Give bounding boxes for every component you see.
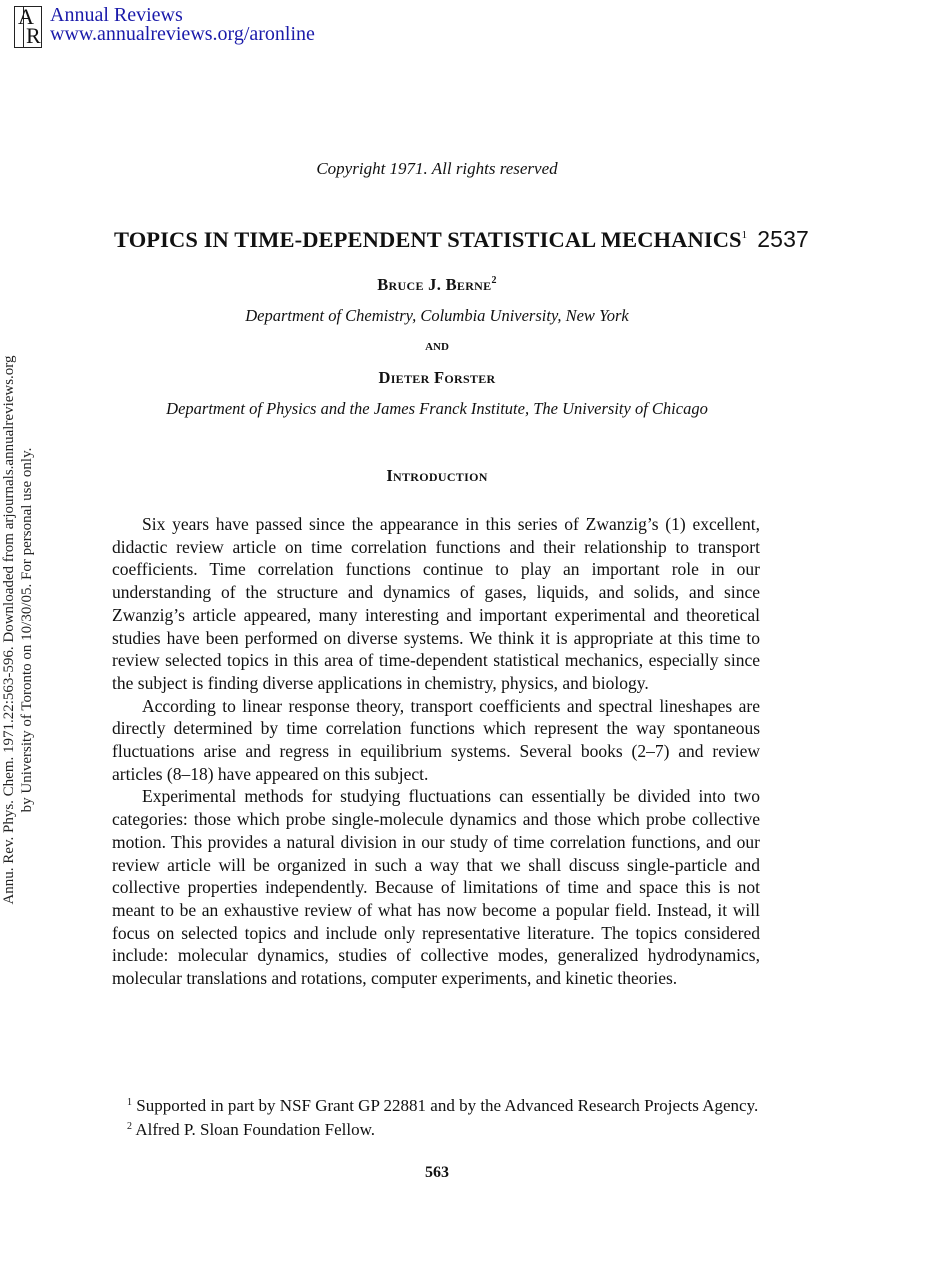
footnote-1 xyxy=(112,1093,760,1117)
author-1 xyxy=(0,275,874,295)
article-title-text: TOPICS IN TIME-DEPENDENT STATISTICAL MECHANICS xyxy=(114,227,742,252)
annual-reviews-logo: A R xyxy=(14,6,42,48)
article-body xyxy=(112,513,760,990)
section-heading: Introduction xyxy=(386,466,488,485)
footnote-2-mark: 2 xyxy=(127,1120,132,1132)
footnote-1-text: Supported in part by NSF Grant GP 22881 and by the Advanced Research Projects Agency. xyxy=(136,1096,759,1115)
copyright-notice: Copyright 1971. All rights reserved xyxy=(316,159,558,178)
download-notice-line-2: by University of Toronto on 10/30/05. For personal use only. xyxy=(19,447,35,813)
footnote-2-text: Alfred P. Sloan Foundation Fellow. xyxy=(135,1119,376,1139)
article-title xyxy=(114,226,809,253)
publisher-url-link[interactable]: www.annualreviews.org/aronline xyxy=(50,23,315,45)
footnote-1-mark: 1 xyxy=(127,1097,132,1108)
footnotes xyxy=(112,1093,760,1140)
author-2-name: Dieter Forster xyxy=(378,368,496,387)
author-1-affiliation: Department of Chemistry, Columbia University, New York xyxy=(245,306,629,325)
paragraph-3: Experimental methods for studying fluctuations can essentially be divided into two categories: those which probe single-molecule dynamics and those which probe collective motion. This provides a natural division in our study of time correlation functions, and our review article will be organized in such a way that we shall discuss single-particle and collective properties independently. Because of limitations of time and space this is not meant to be an exhaustive review of what has now become a popular field. Instead, it will focus on selected topics and include only representative literature. The topics considered include: molecular dynamics, studies of collective modes, generalized hydrodynamics, molecular translations and rotations, computer experiments, and kinetic theories. xyxy=(112,786,760,989)
author-2-affiliation: Department of Physics and the James Franck Institute, The University of Chicago xyxy=(166,399,708,418)
title-footnote-mark: 1 xyxy=(741,229,748,241)
article-number: 2537 xyxy=(757,226,809,252)
publisher-link[interactable]: Annual Reviews xyxy=(50,4,183,26)
paragraph-1: Six years have passed since the appearance in this series of Zwanzig’s (1) excellent, didactic review article on time correlation functions and their relationship to transport coefficients. Time correlation functions continue to play an important role in our understanding of the structure and dynamics of gases, liquids, and solids, and since Zwanzig’s article appeared, many interesting and important experimental and theoretical studies have been performed on diverse systems. We think it is appropriate at this time to review selected topics in this area of time-dependent statistical mechanics, especially since the subject is finding diverse applications in chemistry, physics, and biology. xyxy=(112,514,760,693)
paragraph-2: According to linear response theory, transport coefficients and spectral lineshapes are directly determined by time correlation functions which represent the way spontaneous fluctuations arise and regress in equilibrium systems. Several books (2–7) and review articles (8–18) have appeared on this subject. xyxy=(112,695,760,784)
author-conjunction: and xyxy=(425,338,449,354)
page-number: 563 xyxy=(425,1164,449,1181)
author-1-footnote-mark: 2 xyxy=(491,275,497,286)
footnote-2 xyxy=(112,1117,760,1141)
download-notice-line-1: Annu. Rev. Phys. Chem. 1971.22:563-596. Downloaded from arjournals.annualreviews.org xyxy=(1,355,17,905)
author-1-name: Bruce J. Berne xyxy=(377,275,492,294)
